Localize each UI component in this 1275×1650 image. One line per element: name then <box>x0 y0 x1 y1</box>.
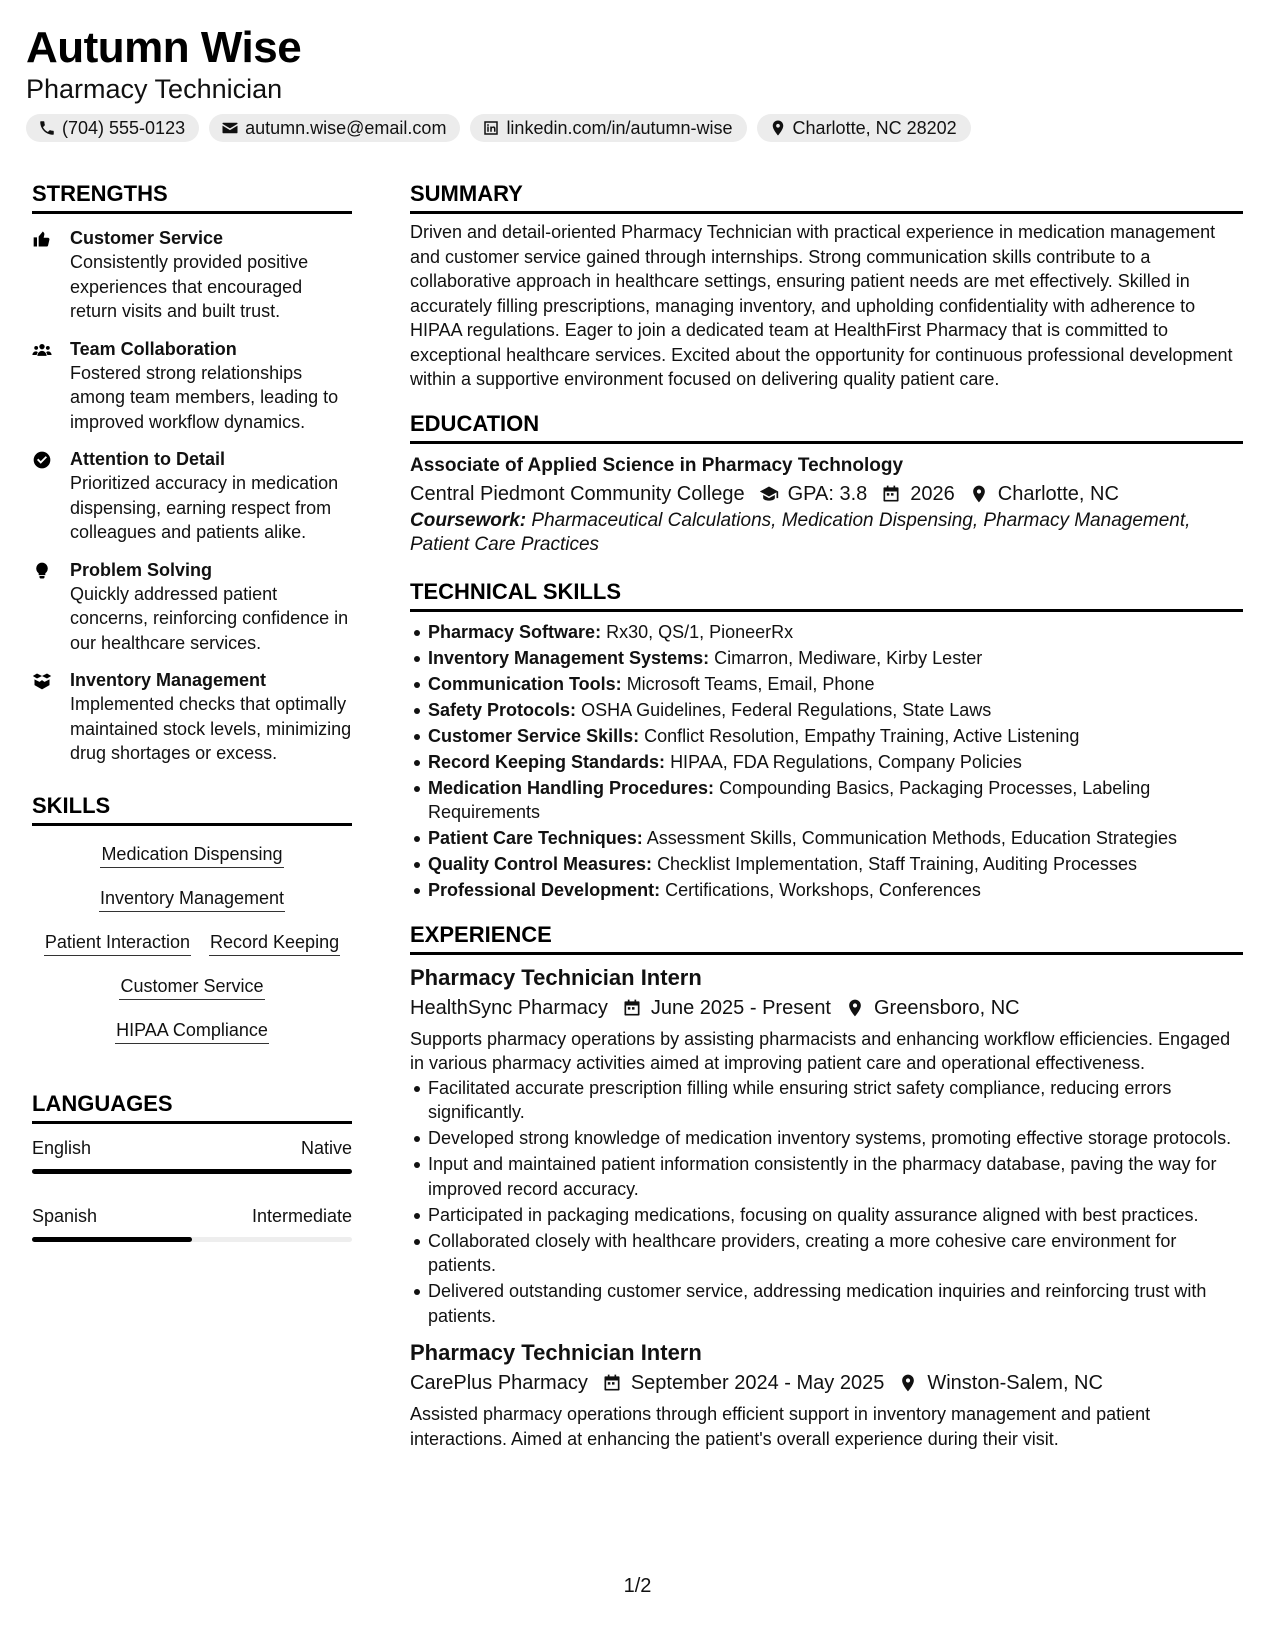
users-icon <box>32 340 52 360</box>
skill-tag: Medication Dispensing <box>100 842 283 868</box>
tech-skill-label: Medication Handling Procedures: <box>428 777 715 798</box>
thumbs-up-icon <box>32 229 52 249</box>
job-bullet: Delivered outstanding customer service, addressing medication inquiries and reinforcing trust with patients. <box>428 1279 1243 1328</box>
contact-location-text: Charlotte, NC 28202 <box>792 117 957 138</box>
tech-skill-value: Compounding Basics, Packaging Processes, Labeling Requirements <box>428 777 1151 822</box>
tech-skill-value: Rx30, QS/1, PioneerRx <box>606 621 794 642</box>
job-meta <box>410 993 1243 1023</box>
tech-skill-label: Inventory Management Systems: <box>428 647 710 668</box>
education-coursework <box>410 509 1243 558</box>
language-level: Intermediate <box>251 1205 352 1226</box>
language-name: English <box>32 1137 92 1158</box>
calendar-icon <box>602 1373 622 1393</box>
strength-desc: Consistently provided positive experiences that encouraged return visits and built trust. <box>70 252 309 321</box>
skill-tag: HIPAA Compliance <box>115 1018 269 1044</box>
language-bar-fill <box>32 1169 352 1174</box>
job-company: HealthSync Pharmacy <box>410 996 608 1019</box>
strength-title: Customer Service <box>70 228 224 248</box>
strengths-heading: STRENGTHS <box>32 180 352 214</box>
technical-skills-heading: TECHNICAL SKILLS <box>410 578 1243 612</box>
job-title: Pharmacy Technician Intern <box>410 964 702 990</box>
right-column <box>410 180 1243 1451</box>
candidate-role: Pharmacy Technician <box>26 74 283 104</box>
strength-item <box>32 226 352 324</box>
tech-skill-item <box>428 776 1243 825</box>
lightbulb-icon <box>32 561 52 581</box>
job-location: Greensboro, NC <box>874 996 1020 1019</box>
job-bullet: Developed strong knowledge of medication inventory systems, promoting effective storage protocols. <box>428 1126 1243 1151</box>
job-summary: Supports pharmacy operations by assisting pharmacists and enhancing workflow efficiencies. Engaged in various pharmacy activities aimed at improving patient care and operational effectiveness. <box>410 1028 1231 1073</box>
coursework-label: Coursework: <box>410 509 527 531</box>
job-entry <box>410 963 1243 1329</box>
location-pin-icon <box>969 484 989 504</box>
strength-item <box>32 447 352 545</box>
contact-location[interactable] <box>757 114 971 142</box>
location-pin-icon <box>898 1373 918 1393</box>
language-bar-fill <box>32 1237 192 1242</box>
job-bullets <box>410 1076 1243 1329</box>
strength-title: Problem Solving <box>70 559 213 580</box>
strength-title: Attention to Detail <box>70 449 225 469</box>
check-circle-icon <box>32 450 52 470</box>
skill-tag: Patient Interaction <box>44 930 191 956</box>
linkedin-icon <box>482 119 500 137</box>
graduation-cap-icon <box>759 484 779 504</box>
job-summary: Assisted pharmacy operations through efficient support in inventory management and patient interactions. Aimed at enhancing the patient's overall experience during their visit. <box>410 1404 1151 1449</box>
education-meta <box>410 479 1243 509</box>
job-company: CarePlus Pharmacy <box>410 1372 588 1394</box>
language-level: Native <box>300 1137 352 1158</box>
tech-skill-value: Checklist Implementation, Staff Training, Auditing Processes <box>657 854 1137 874</box>
job-location: Winston-Salem, NC <box>927 1372 1103 1394</box>
strength-item <box>32 668 352 766</box>
tech-skill-label: Record Keeping Standards: <box>428 751 666 772</box>
calendar-icon <box>881 484 901 504</box>
tech-skill-label: Patient Care Techniques: <box>428 828 643 848</box>
job-title: Pharmacy Technician Intern <box>410 1340 702 1365</box>
contact-email[interactable] <box>209 114 460 142</box>
contact-email-text: autumn.wise@email.com <box>245 117 447 138</box>
strength-desc: Prioritized accuracy in medication dispensing, earning respect from colleagues and patients alike. <box>70 473 339 542</box>
tech-skill-label: Pharmacy Software: <box>428 621 602 642</box>
contact-bar <box>26 114 1246 142</box>
contact-linkedin[interactable] <box>470 114 746 142</box>
strength-desc: Fostered strong relationships among team members, leading to improved workflow dynamics. <box>70 362 339 432</box>
language-bar <box>32 1169 352 1174</box>
skills-heading: SKILLS <box>32 792 352 826</box>
tech-skill-label: Communication Tools: <box>428 673 622 694</box>
education-school: Central Piedmont Community College <box>410 482 745 505</box>
tech-skill-item <box>428 878 1243 903</box>
strength-title: Team Collaboration <box>70 338 237 359</box>
job-bullet: Collaborated closely with healthcare providers, creating a more cohesive care environment for patients. <box>428 1229 1243 1278</box>
tech-skill-item <box>428 724 1243 749</box>
location-pin-icon <box>769 119 787 137</box>
tech-skill-label: Professional Development: <box>428 880 661 900</box>
tech-skill-label: Safety Protocols: <box>428 699 577 720</box>
tech-skill-item <box>428 672 1243 697</box>
languages-heading: LANGUAGES <box>32 1090 352 1124</box>
experience-heading: EXPERIENCE <box>410 921 1243 955</box>
language-item <box>32 1204 352 1242</box>
tech-skill-value: HIPAA, FDA Regulations, Company Policies <box>670 751 1022 772</box>
summary-text: Driven and detail-oriented Pharmacy Technician with practical experience in medication management and customer service gained through internships. Strong communication skills contribute to a collaborative approach in healthcare settings, ensuring patient needs are met effectively. Skilled in accurately filling prescriptions, managing inventory, and upholding confidentiality with adherence to HIPAA regulations. Eager to join a dedicated team at HealthFirst Pharmacy that is committed to exceptional healthcare services. Excited about the opportunity for continuous professional development within a supportive environment focused on delivering quality patient care. <box>410 222 1233 389</box>
coursework-text: Pharmaceutical Calculations, Medication Dispensing, Pharmacy Management, Patient Care Practices <box>410 509 1191 555</box>
skills-list <box>32 838 352 1052</box>
tech-skill-value: Cimarron, Mediware, Kirby Lester <box>714 647 983 668</box>
resume-header <box>26 22 1246 142</box>
tech-skill-label: Customer Service Skills: <box>428 725 640 746</box>
language-item <box>32 1136 352 1174</box>
skill-tag: Inventory Management <box>99 886 285 912</box>
envelope-icon <box>221 119 239 137</box>
skill-tag: Customer Service <box>119 974 264 1000</box>
job-dates: June 2025 - Present <box>650 996 831 1019</box>
tech-skill-value: Assessment Skills, Communication Methods, Education Strategies <box>646 828 1177 848</box>
strength-item <box>32 558 352 656</box>
language-name: Spanish <box>32 1205 98 1226</box>
strength-desc: Quickly addressed patient concerns, reinforcing confidence in our healthcare services. <box>70 583 349 653</box>
phone-icon <box>38 119 56 137</box>
job-bullet: Input and maintained patient information consistently in the pharmacy database, paving the way for improved record accuracy. <box>428 1152 1243 1201</box>
job-bullet: Participated in packaging medications, focusing on quality assurance aligned with best practices. <box>428 1203 1243 1228</box>
tech-skill-item <box>428 698 1243 723</box>
strength-desc: Implemented checks that optimally maintained stock levels, minimizing drug shortages or excess. <box>70 694 352 763</box>
strength-title: Inventory Management <box>70 670 267 690</box>
technical-skills-list <box>410 620 1243 903</box>
tech-skill-value: Microsoft Teams, Email, Phone <box>626 673 875 694</box>
contact-linkedin-text: linkedin.com/in/autumn-wise <box>506 117 733 138</box>
tech-skill-value: OSHA Guidelines, Federal Regulations, State Laws <box>581 699 992 720</box>
education-year: 2026 <box>910 482 955 505</box>
language-bar <box>32 1237 352 1242</box>
contact-phone-text: (704) 555-0123 <box>62 117 186 138</box>
education-heading: EDUCATION <box>410 410 1243 444</box>
tech-skill-value: Conflict Resolution, Empathy Training, Active Listening <box>644 725 1080 746</box>
education-location: Charlotte, NC <box>997 482 1119 505</box>
strength-item <box>32 337 352 435</box>
location-pin-icon <box>845 998 865 1018</box>
tech-skill-item <box>428 826 1243 851</box>
boxes-icon <box>32 671 52 691</box>
calendar-icon <box>622 998 642 1018</box>
page-number: 1/2 <box>623 1575 652 1597</box>
education-degree: Associate of Applied Science in Pharmacy Technology <box>410 454 904 476</box>
tech-skill-item <box>428 750 1243 775</box>
tech-skill-item <box>428 852 1243 877</box>
tech-skill-item <box>428 646 1243 671</box>
tech-skill-label: Quality Control Measures: <box>428 854 653 874</box>
tech-skill-item <box>428 620 1243 645</box>
job-entry <box>410 1338 1243 1451</box>
candidate-name: Autumn Wise <box>26 23 302 72</box>
contact-phone[interactable] <box>26 114 199 142</box>
summary-heading: SUMMARY <box>410 180 1243 214</box>
job-dates: September 2024 - May 2025 <box>630 1372 885 1394</box>
tech-skill-value: Certifications, Workshops, Conferences <box>665 880 981 900</box>
skill-tag: Record Keeping <box>209 930 340 956</box>
job-meta <box>410 1368 1243 1398</box>
left-column <box>32 180 352 1242</box>
education-gpa: GPA: 3.8 <box>787 482 868 505</box>
job-bullet: Facilitated accurate prescription filling while ensuring strict safety compliance, reducing errors significantly. <box>428 1076 1243 1125</box>
